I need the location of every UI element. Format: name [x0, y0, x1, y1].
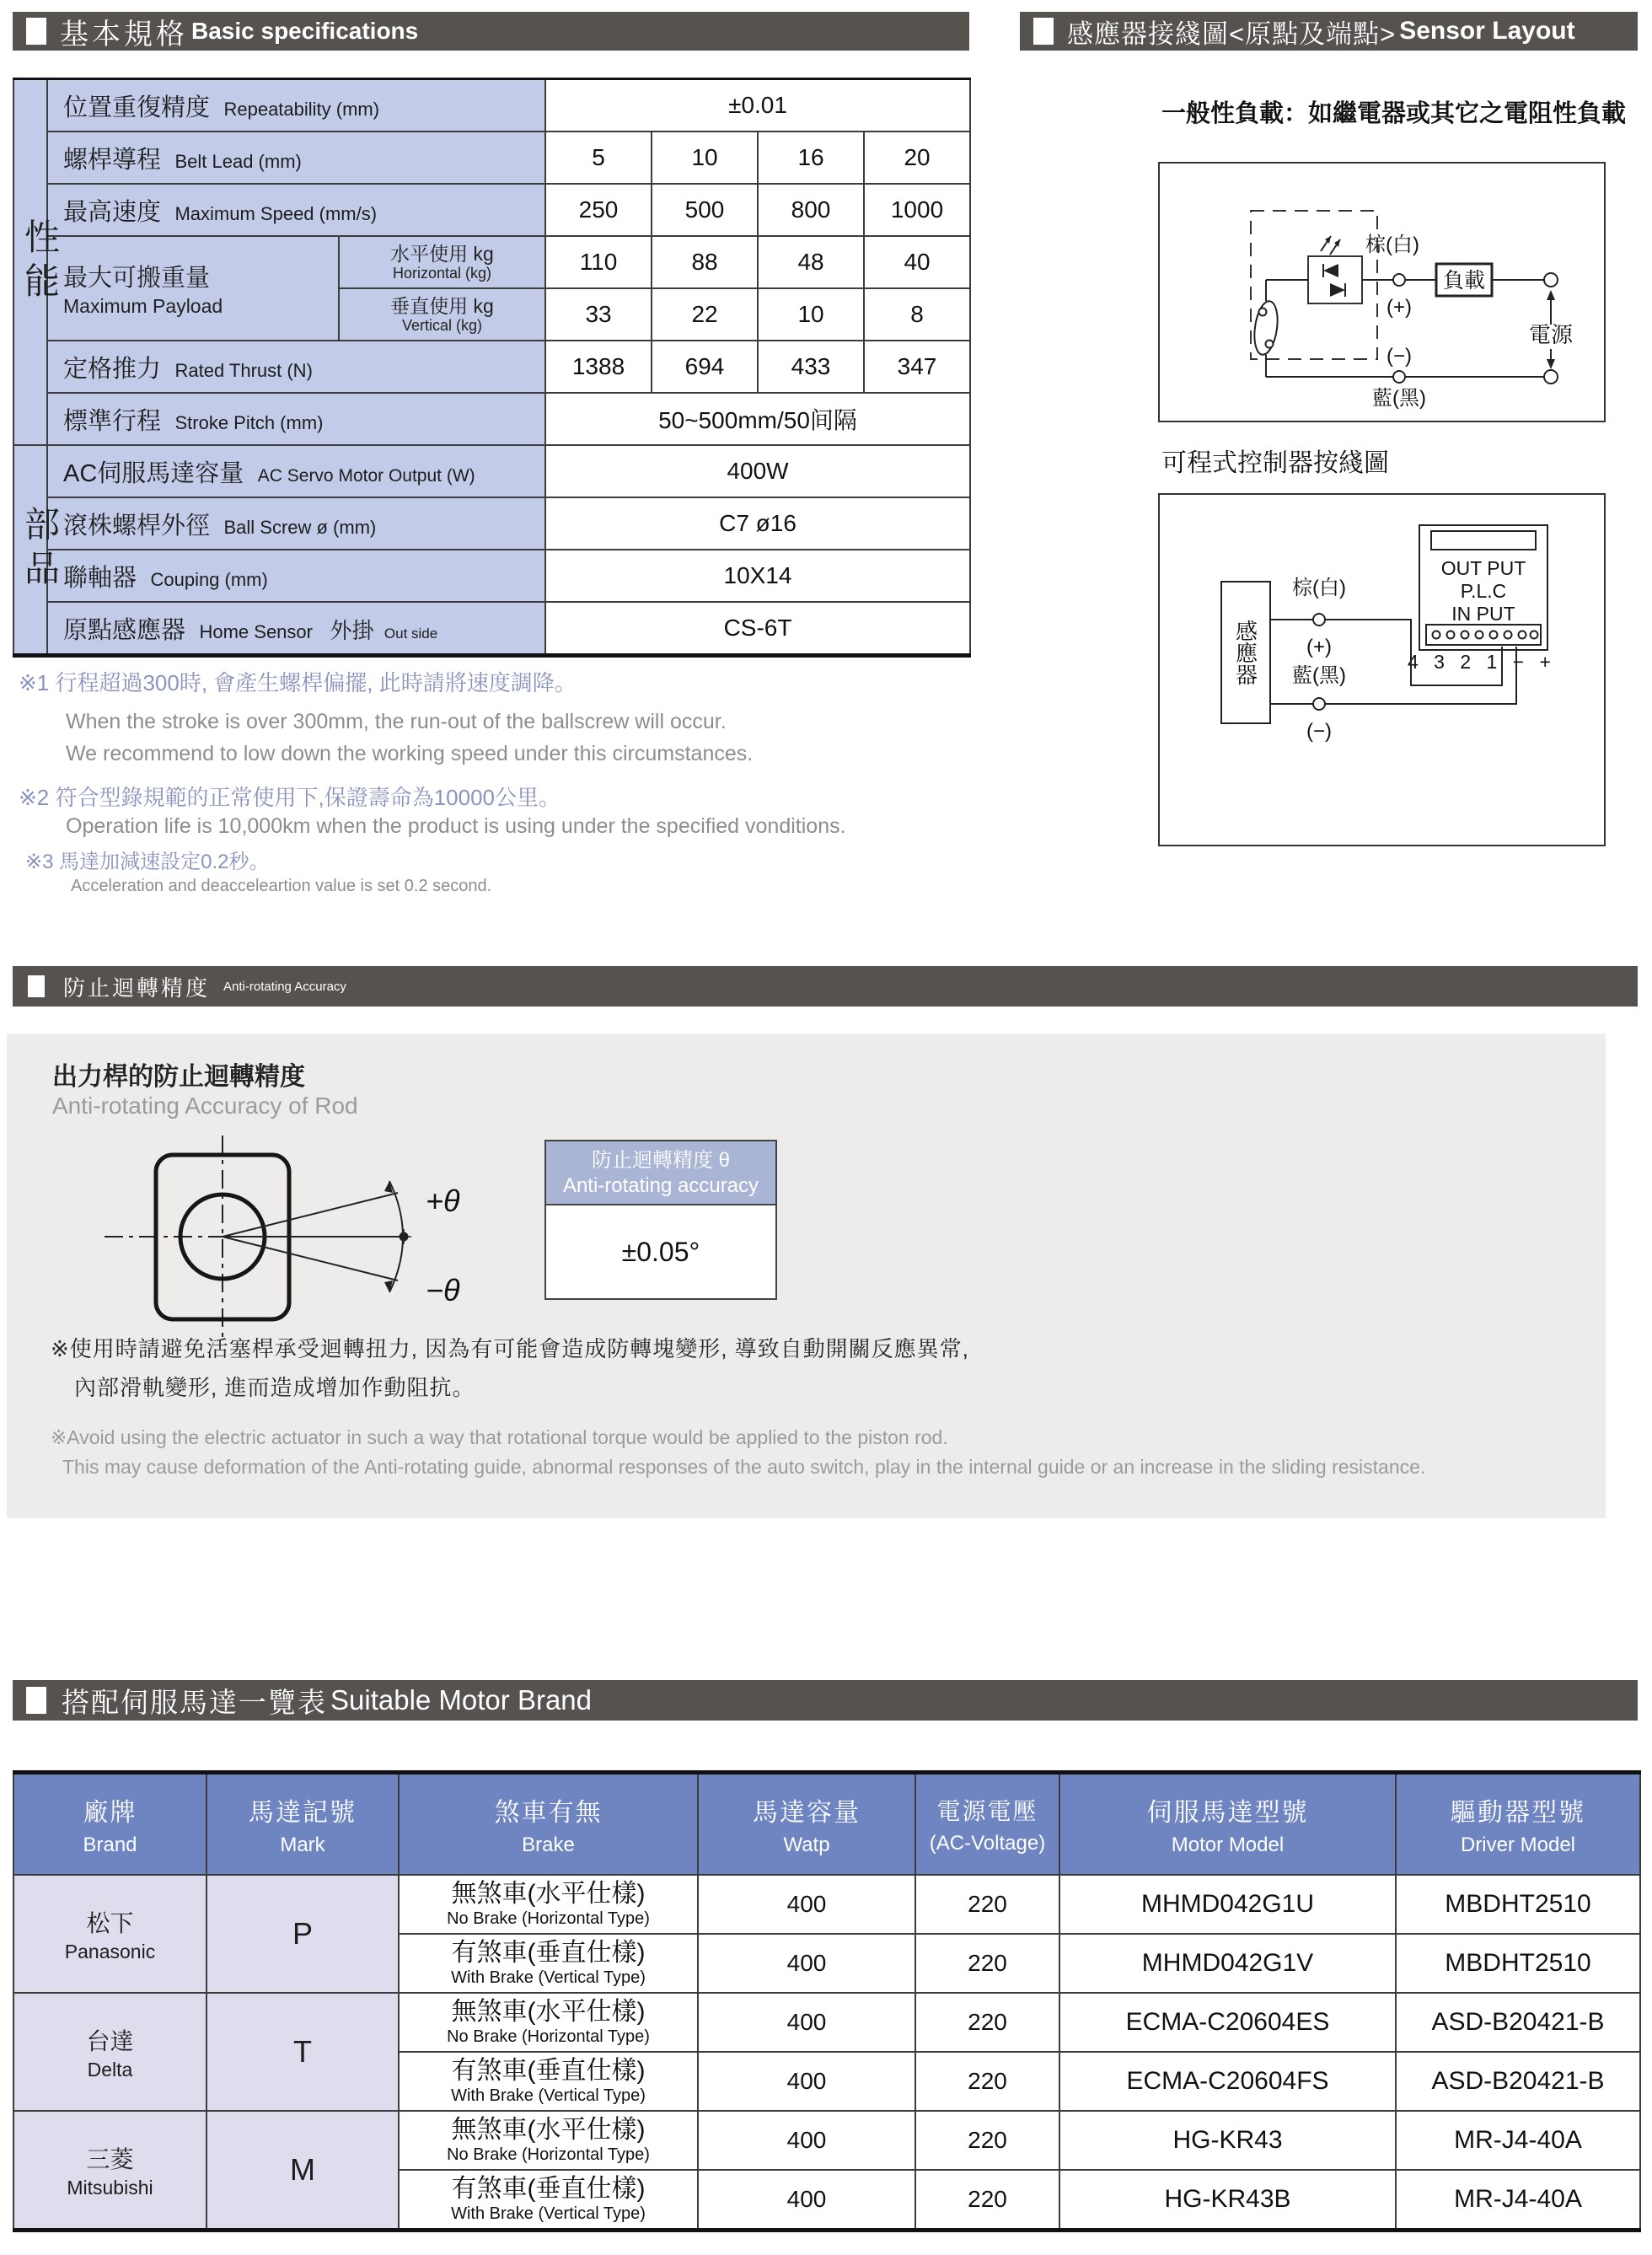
wire-connector-icon — [1393, 371, 1405, 383]
section-title-zh: 防止迴轉精度 — [63, 974, 211, 1001]
spec-label-max-payload: 最大可搬重量 Maximum Payload — [47, 236, 339, 341]
mark-mitsubishi: M — [206, 2111, 399, 2231]
terminal-numbers: 4 3 2 1 − + — [1408, 651, 1556, 673]
footnote-1-en: When the stroke is over 300mm, the run-out of the ballscrew will occur. — [66, 710, 727, 733]
spec-value-stroke: 50~500mm/50间隔 — [545, 393, 970, 445]
spec-value: 20 — [864, 132, 970, 184]
spec-value: 250 — [545, 184, 652, 236]
col-motor-model: 伺服馬達型號 Motor Model — [1059, 1773, 1396, 1876]
watt-cell: 400 — [698, 2170, 915, 2231]
spec-side-parts — [13, 445, 60, 656]
wire-label-blue: 藍(黑) — [1372, 387, 1426, 410]
spec-value-home-sensor: CS-6T — [545, 602, 970, 656]
col-voltage: 電源電壓 (AC-Voltage) — [915, 1773, 1059, 1876]
spec-value: 347 — [864, 341, 970, 393]
col-mark: 馬達記號 Mark — [206, 1773, 399, 1876]
spec-side-performance — [13, 79, 60, 446]
reed-switch-icon — [1252, 300, 1281, 357]
load-label: 負載 — [1442, 269, 1486, 293]
terminal-circle-icon — [1544, 370, 1558, 384]
section-title-zh: 搭配伺服馬達一覽表 — [62, 1686, 327, 1718]
footnote-1-en2: We recommend to low down the working speed under this circumstances. — [66, 742, 754, 765]
spec-value: 8 — [864, 288, 970, 341]
power-label: 電源 — [1528, 322, 1574, 347]
spec-value: 1388 — [545, 341, 652, 393]
motor-model-cell: MHMD042G1V — [1059, 1934, 1396, 1993]
spec-sublabel-horizontal: 水平使用 kg Horizontal (kg) — [339, 236, 545, 288]
section-bar-anti — [13, 966, 1638, 1007]
spec-value: 5 — [545, 132, 652, 184]
led-box-icon — [1308, 256, 1362, 303]
brand-delta: 台達 Delta — [13, 1993, 206, 2111]
spec-label-repeatability: 位置重復精度 Repeatability (mm) — [47, 79, 545, 132]
section-title-en: Suitable Motor Brand — [330, 1684, 593, 1715]
footnote-2-en: Operation life is 10,000km when the product is using under the specified vonditions. — [66, 814, 846, 838]
driver-model-cell: MBDHT2510 — [1396, 1934, 1640, 1993]
spec-label-rated-thrust: 定格推力 Rated Thrust (N) — [47, 341, 545, 393]
mark-panasonic: P — [206, 1875, 399, 1993]
side-label: 性能 — [20, 218, 60, 306]
footnote-2-zh: ※2 符合型錄規範的正常使用下,保證壽命為10000公里。 — [19, 785, 560, 810]
motor-model-cell: ECMA-C20604FS — [1059, 2052, 1396, 2111]
brand-mitsubishi: 三菱 Mitsubishi — [13, 2111, 206, 2231]
spec-label-coupling: 聯軸器 Couping (mm) — [47, 550, 545, 602]
spec-value-repeatability: ±0.01 — [545, 79, 970, 132]
general-load-diagram — [1158, 162, 1606, 423]
spec-sublabel-vertical: 垂直使用 kg Vertical (kg) — [339, 288, 545, 341]
wire-label-brown: 棕(白) — [1365, 234, 1419, 256]
section-marker-icon — [1033, 18, 1054, 45]
accuracy-value: ±0.05° — [621, 1236, 700, 1267]
accuracy-table-header: 防止迴轉精度 θ Anti-rotating accuracy — [546, 1141, 775, 1205]
terminal-circle-icon — [1544, 273, 1558, 287]
section-bar-motor — [13, 1680, 1638, 1721]
minus-theta-label: −θ — [426, 1273, 460, 1307]
motor-row — [13, 1875, 1640, 1934]
mark-delta: T — [206, 1993, 399, 2111]
section-title-en: Sensor Layout — [1399, 17, 1575, 45]
watt-cell: 400 — [698, 1993, 915, 2052]
brake-cell: 無煞車(水平仕樣) No Brake (Horizontal Type) — [399, 2111, 698, 2170]
section-title-zh: 感應器接綫圖<原點及端點> — [1067, 19, 1397, 49]
brake-cell: 無煞車(水平仕樣) No Brake (Horizontal Type) — [399, 1993, 698, 2052]
motor-model-cell: MHMD042G1U — [1059, 1875, 1396, 1934]
spec-value-ball-screw: C7 ø16 — [545, 497, 970, 550]
driver-model-cell: MBDHT2510 — [1396, 1875, 1640, 1934]
general-load-note: 一般性負載：如繼電器或其它之電阻性負載 — [1161, 100, 1627, 127]
anti-note-zh1: ※使用時請避免活塞桿承受迴轉扭力, 因為有可能會造成防轉塊變形, 導致自動開關反應異常, — [51, 1336, 969, 1361]
spec-label-servo-output: AC伺服馬達容量 AC Servo Motor Output (W) — [47, 445, 545, 497]
col-brake: 煞車有無 Brake — [399, 1773, 698, 1876]
footnote-3-en: Acceleration and deacceleartion value is set 0.2 second. — [71, 877, 492, 895]
wire-connector-icon — [1313, 698, 1325, 710]
motor-row — [13, 1993, 1640, 2052]
diagram-frame — [1159, 163, 1605, 421]
side-label: 部品 — [20, 506, 60, 593]
col-driver-model: 驅動器型號 Driver Model — [1396, 1773, 1640, 1876]
motor-brand-table — [13, 1770, 1641, 2232]
arrow-up-icon — [1547, 290, 1555, 300]
footnote-1-zh: ※1 行程超過300時, 會產生螺桿偏擺, 此時請將速度調降。 — [19, 670, 577, 695]
brake-cell: 有煞車(垂直仕樣) With Brake (Vertical Type) — [399, 1934, 698, 1993]
arrow-down-icon — [1547, 359, 1555, 369]
brake-cell: 無煞車(水平仕樣) No Brake (Horizontal Type) — [399, 1875, 698, 1934]
spec-value-servo: 400W — [545, 445, 970, 497]
spec-value: 433 — [758, 341, 864, 393]
brake-cell: 有煞車(垂直仕樣) With Brake (Vertical Type) — [399, 2170, 698, 2231]
spec-label-stroke-pitch: 標準行程 Stroke Pitch (mm) — [47, 393, 545, 445]
section-marker-icon — [26, 1687, 46, 1714]
anti-note-en1: ※Avoid using the electric actuator in such a way that rotational torque would be applied to the piston rod. — [51, 1426, 948, 1448]
driver-model-cell: MR-J4-40A — [1396, 2111, 1640, 2170]
section-title-en: Anti-rotating Accuracy — [223, 979, 346, 994]
voltage-cell: 220 — [915, 1875, 1059, 1934]
spec-value: 800 — [758, 184, 864, 236]
plc-label: P.L.C — [1460, 580, 1507, 602]
driver-model-cell: ASD-B20421-B — [1396, 1993, 1640, 2052]
wire-label-minus: (−) — [1306, 720, 1332, 743]
accuracy-table — [544, 1140, 777, 1300]
plc-diagram-title: 可程式控制器按綫圖 — [1161, 449, 1389, 477]
spec-label-home-sensor: 原點感應器 Home Sensor 外掛 Out side — [47, 602, 545, 656]
watt-cell: 400 — [698, 2111, 915, 2170]
voltage-cell: 220 — [915, 1934, 1059, 1993]
wire-connector-icon — [1313, 614, 1325, 625]
spec-label-max-speed: 最高速度 Maximum Speed (mm/s) — [47, 184, 545, 236]
section-bar-basic — [13, 12, 969, 51]
spec-value: 500 — [652, 184, 758, 236]
footnote-3-zh: ※3 馬達加減速設定0.2秒。 — [25, 851, 270, 873]
spec-label-ball-screw: 滾株螺桿外徑 Ball Screw ø (mm) — [47, 497, 545, 550]
wire-label-brown: 棕(白) — [1292, 577, 1346, 599]
section-title-zh: 基本規格 — [60, 18, 188, 51]
voltage-cell: 220 — [915, 1993, 1059, 2052]
voltage-cell: 220 — [915, 2170, 1059, 2231]
motor-row — [13, 2111, 1640, 2170]
spec-value: 10 — [758, 288, 864, 341]
spec-value-coupling: 10X14 — [545, 550, 970, 602]
brake-cell: 有煞車(垂直仕樣) With Brake (Vertical Type) — [399, 2052, 698, 2111]
spec-value: 40 — [864, 236, 970, 288]
spec-value: 10 — [652, 132, 758, 184]
plc-output-label: OUT PUT — [1440, 557, 1526, 579]
anti-title-zh: 出力桿的防止迴轉精度 — [52, 1063, 305, 1091]
section-marker-icon — [28, 975, 45, 997]
spec-value: 48 — [758, 236, 864, 288]
voltage-cell: 220 — [915, 2052, 1059, 2111]
col-watt: 馬達容量 Watp — [698, 1773, 915, 1876]
anti-note-en2: This may cause deformation of the Anti-rotating guide, abnormal responses of the auto switch, play in the internal guide or an increase in the sliding resistance. — [62, 1456, 1426, 1478]
voltage-cell: 220 — [915, 2111, 1059, 2170]
anti-note-zh2: 內部滑軌變形, 進而造成增加作動阻抗。 — [74, 1375, 475, 1400]
wire-label-minus: (−) — [1386, 345, 1412, 368]
section-bar-sensor — [1020, 12, 1638, 51]
plc-top-tab — [1431, 531, 1536, 550]
spec-label-belt-lead: 螺桿導程 Belt Lead (mm) — [47, 132, 545, 184]
wire-label-blue: 藍(黑) — [1292, 664, 1346, 687]
section-title-en: Basic specifications — [191, 18, 419, 44]
spec-value: 16 — [758, 132, 864, 184]
wire-connector-icon — [1393, 274, 1405, 286]
spec-value: 88 — [652, 236, 758, 288]
wire-label-plus: (+) — [1306, 636, 1332, 658]
driver-model-cell: ASD-B20421-B — [1396, 2052, 1640, 2111]
watt-cell: 400 — [698, 2052, 915, 2111]
watt-cell: 400 — [698, 1875, 915, 1934]
spec-value: 22 — [652, 288, 758, 341]
section-marker-icon — [26, 18, 46, 45]
motor-model-cell: ECMA-C20604ES — [1059, 1993, 1396, 2052]
spec-value: 110 — [545, 236, 652, 288]
plus-theta-label: +θ — [426, 1184, 460, 1218]
motor-model-cell: HG-KR43B — [1059, 2170, 1396, 2231]
basic-spec-table — [13, 78, 971, 658]
brand-panasonic: 松下 Panasonic — [13, 1875, 206, 1993]
col-brand: 廠牌 Brand — [13, 1773, 206, 1876]
spec-value: 33 — [545, 288, 652, 341]
driver-model-cell: MR-J4-40A — [1396, 2170, 1640, 2231]
watt-cell: 400 — [698, 1934, 915, 1993]
wire-label-plus: (+) — [1386, 296, 1412, 319]
spec-value: 694 — [652, 341, 758, 393]
motor-model-cell: HG-KR43 — [1059, 2111, 1396, 2170]
anti-title-en: Anti-rotating Accuracy of Rod — [52, 1093, 358, 1119]
spec-value: 1000 — [864, 184, 970, 236]
sensor-box-label: 感應器 — [1232, 620, 1258, 685]
motor-header-row — [13, 1773, 1640, 1876]
plc-input-label: IN PUT — [1451, 603, 1515, 625]
